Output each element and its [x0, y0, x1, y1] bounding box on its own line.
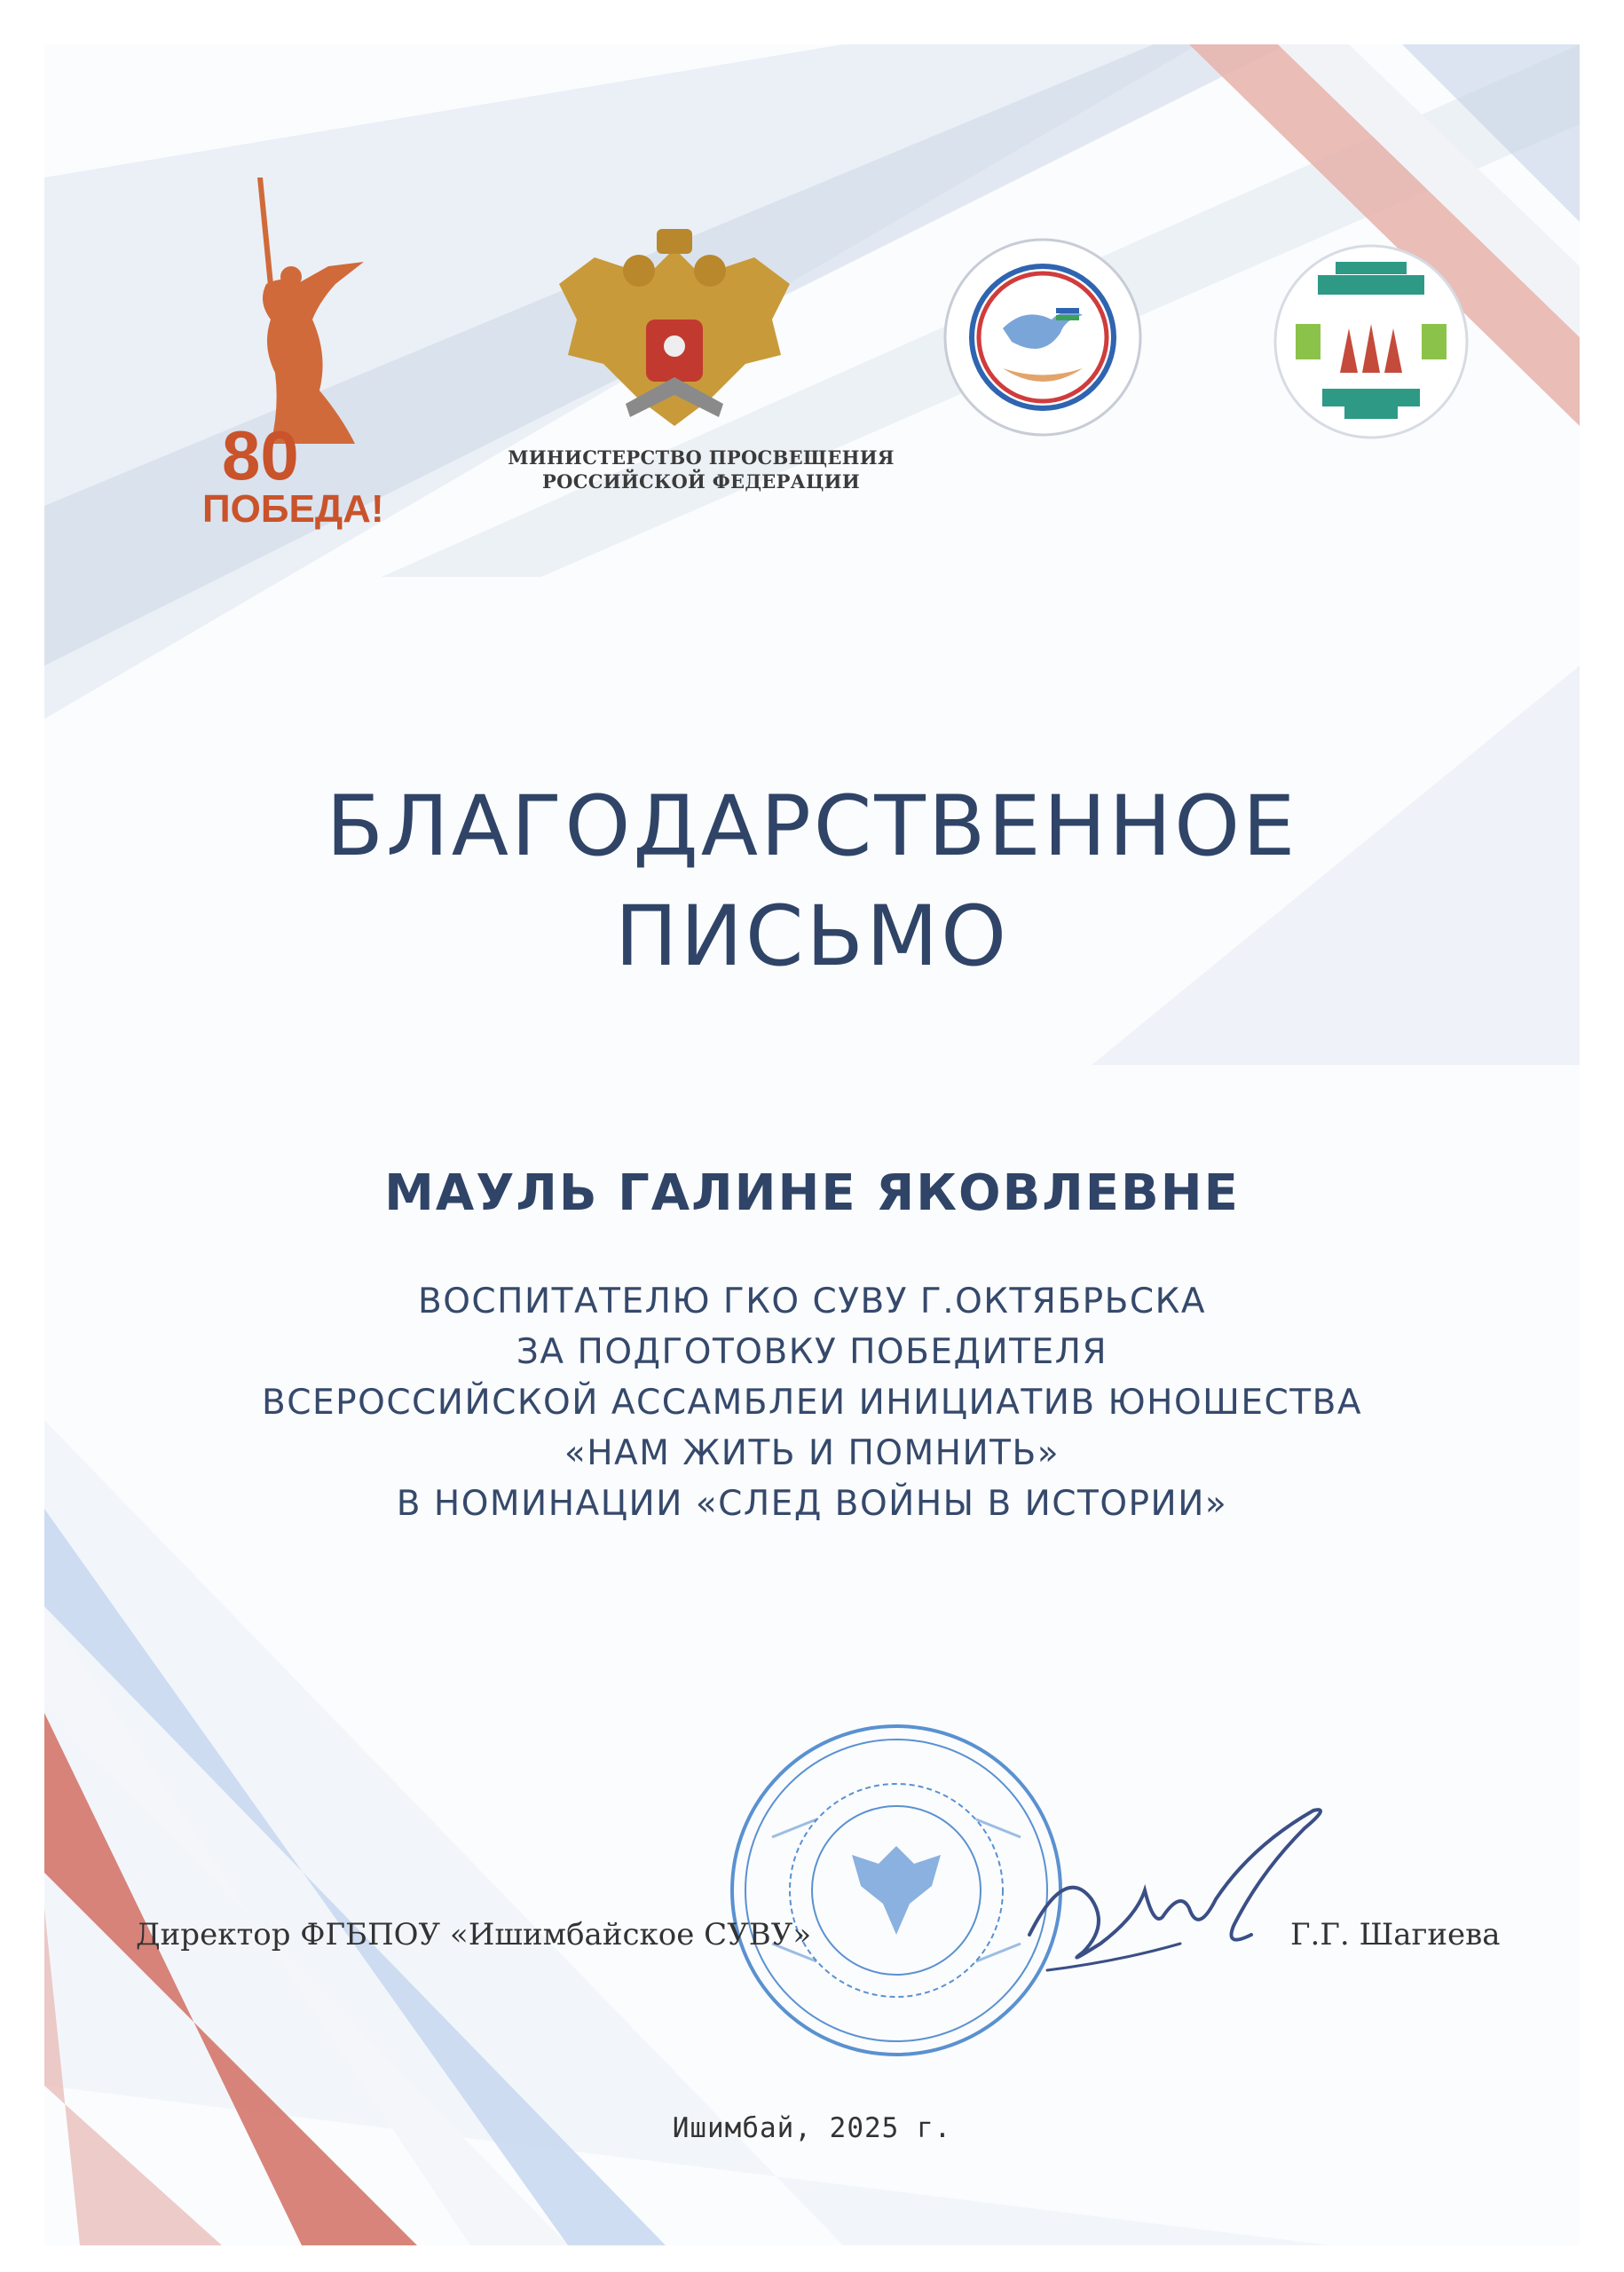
victory-80-logo — [186, 178, 417, 532]
recipient-name: МАУЛЬ ГАЛИНЕ ЯКОВЛЕВНЕ — [384, 1164, 1240, 1222]
school-emblem — [941, 235, 1145, 439]
place-date: Ишимбай, 2025 г. — [672, 2112, 952, 2144]
certificate-sheet — [44, 44, 1580, 2245]
victory-text: ПОБЕДА! — [202, 487, 384, 531]
title-line-2: ПИСЬМО — [614, 888, 1010, 985]
motherland-statue-icon — [257, 178, 364, 444]
body-line-3: ВСЕРОССИЙСКОЙ АССАМБЛЕИ ИНИЦИАТИВ ЮНОШЕСТВА — [261, 1383, 1363, 1423]
ministry-caption-line-1: МИНИСТЕРСТВО ПРОСВЕЩЕНИЯ — [508, 446, 895, 469]
title-line-1: БЛАГОДАРСТВЕННОЕ — [326, 778, 1298, 875]
certificate-body — [44, 1276, 1580, 1529]
director-title: Директор ФГБПОУ «Ишимбайское СУВУ» — [136, 1917, 812, 1952]
certificate-title — [44, 772, 1580, 992]
victory-number: 80 — [222, 416, 299, 494]
ministry-eagle-emblem — [541, 222, 808, 453]
handwritten-signature — [1012, 1793, 1349, 2006]
double-headed-eagle-icon — [559, 229, 790, 426]
ministry-caption — [479, 446, 923, 493]
body-line-4: «НАМ ЖИТЬ И ПОМНИТЬ» — [564, 1433, 1060, 1473]
signer-name: Г.Г. Шагиева — [1290, 1917, 1501, 1952]
body-line-5: В НОМИНАЦИИ «СЛЕД ВОЙНЫ В ИСТОРИИ» — [396, 1484, 1228, 1524]
stamp-eagle-icon — [852, 1846, 941, 1935]
body-line-1: ВОСПИТАТЕЛЮ ГКО СУВУ Г.ОКТЯБРЬСКА — [417, 1282, 1207, 1321]
body-line-2: ЗА ПОДГОТОВКУ ПОБЕДИТЕЛЯ — [516, 1332, 1108, 1372]
assembly-emblem — [1269, 240, 1473, 444]
ministry-caption-line-2: РОССИЙСКОЙ ФЕДЕРАЦИИ — [542, 470, 860, 493]
